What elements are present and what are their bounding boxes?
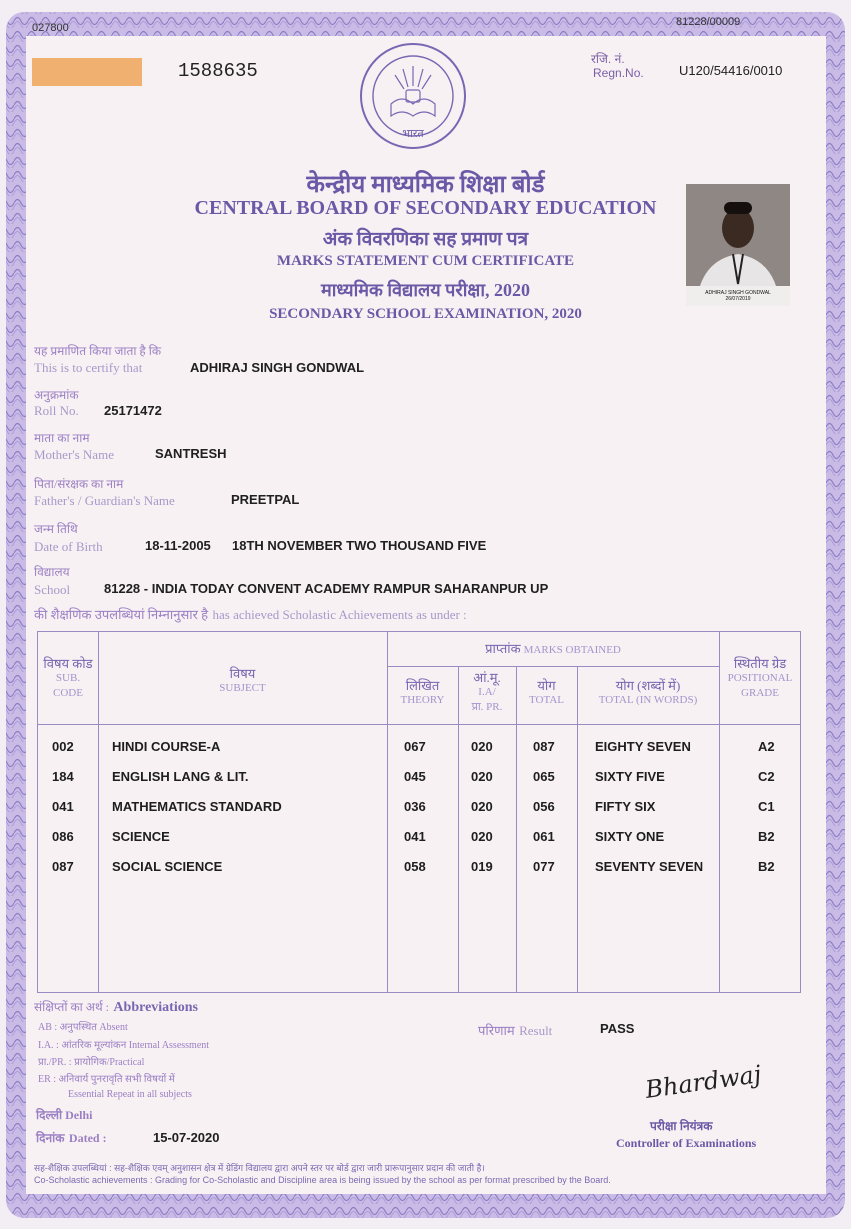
certify-label-hindi: यह प्रमाणित किया जाता है कि	[34, 344, 162, 358]
row-2-grade: C2	[758, 769, 775, 784]
achievements-intro-hindi: की शैक्षणिक उपलब्धियां निम्नानुसार है	[34, 607, 209, 622]
achievements-intro	[34, 605, 467, 624]
marks-table	[37, 631, 801, 993]
row-4-code: 086	[52, 829, 74, 844]
abbreviations-title: संक्षिप्तों का अर्थ : Abbreviations	[34, 1000, 198, 1015]
row-4-theory: 041	[404, 829, 426, 844]
row-4-subject: SCIENCE	[112, 829, 170, 844]
row-2-code: 184	[52, 769, 74, 784]
row-5-theory: 058	[404, 859, 426, 874]
header-subject: विषय SUBJECT	[219, 666, 266, 694]
footer-note: Co-Scholastic achievements : Grading for Co-Scholastic and Discipline area is being issued by the school as per format prescribed by the Board.	[34, 1175, 611, 1185]
dated-value: 15-07-2020	[153, 1130, 220, 1145]
row-1-code: 002	[52, 739, 74, 754]
controller-title-hindi: परीक्षा नियंत्रक	[650, 1119, 713, 1133]
row-2-subject: ENGLISH LANG & LIT.	[112, 769, 249, 784]
row-1-grade: A2	[758, 739, 775, 754]
board-title: CENTRAL BOARD OF SECONDARY EDUCATION	[194, 197, 657, 219]
header-theory: लिखित THEORY	[400, 678, 445, 706]
regn-label: Regn.No.	[593, 66, 644, 80]
top-left-code: 027800	[32, 22, 69, 34]
mother-label-hindi: माता का नाम	[34, 431, 90, 445]
father-label-hindi: पिता/संरक्षक का नाम	[34, 477, 124, 491]
header-total-in-words: योग (शब्दों में) TOTAL (IN WORDS)	[598, 678, 698, 706]
school-name: 81228 - INDIA TODAY CONVENT ACADEMY RAMPUR SAHARANPUR UP	[104, 581, 549, 596]
photo-caption-name: ADHIRAJ SINGH GONDWAL	[705, 290, 771, 296]
orange-sticker	[32, 58, 142, 86]
row-3-total: 056	[533, 799, 555, 814]
row-3-words: FIFTY SIX	[595, 799, 656, 814]
footer-note-hindi: सह-शैक्षिक उपलब्धियां : सह-शैक्षिक एवम् अनुशासन क्षेत्र में ग्रेडिंग विद्यालय द्वारा अपने स्तर पर बोर्ड द्वारा जारी प्रारूपानुसार प्रदान की जाती है।	[34, 1163, 485, 1173]
student-name: ADHIRAJ SINGH GONDWAL	[190, 360, 365, 375]
row-3-theory: 036	[404, 799, 426, 814]
roll-number: 25171472	[104, 403, 162, 418]
certificate-title-hindi: अंक विवरणिका सह प्रमाण पत्र	[322, 229, 529, 250]
certify-label: This is to certify that	[34, 360, 143, 375]
place: दिल्ली Delhi	[36, 1108, 93, 1122]
father-label: Father's / Guardian's Name	[34, 493, 175, 508]
row-4-ia: 020	[471, 829, 493, 844]
dob-words: 18TH NOVEMBER TWO THOUSAND FIVE	[232, 538, 487, 553]
abbrev-practical: प्रा./PR. : प्रायोगिक/Practical	[38, 1057, 145, 1068]
row-2-words: SIXTY FIVE	[595, 769, 665, 784]
dob-label-hindi: जन्म तिथि	[34, 522, 78, 536]
row-2-total: 065	[533, 769, 555, 784]
abbrev-absent: AB : अनुपस्थित Absent	[38, 1022, 128, 1033]
header-internal-assessment: आं.मू. I.A/ प्रा. PR.	[471, 670, 503, 713]
roll-label-hindi: अनुक्रमांक	[34, 388, 79, 402]
father-name: PREETPAL	[231, 492, 300, 507]
header-sub-code: विषय कोड SUB. CODE	[43, 656, 93, 699]
controller-title: Controller of Examinations	[616, 1136, 757, 1150]
svg-text:भारत: भारत	[402, 128, 424, 140]
row-4-total: 061	[533, 829, 555, 844]
abbrev-essential-repeat: ER : अनिवार्य पुनरावृति सभी विषयों में	[38, 1074, 175, 1085]
row-2-ia: 020	[471, 769, 493, 784]
row-3-code: 041	[52, 799, 74, 814]
school-label: School	[34, 582, 71, 597]
row-4-words: SIXTY ONE	[595, 829, 665, 844]
header-positional-grade: स्थितीय ग्रेड POSITIONAL GRADE	[727, 656, 793, 699]
exam-title: SECONDARY SCHOOL EXAMINATION, 2020	[269, 306, 582, 322]
row-5-code: 087	[52, 859, 74, 874]
dob-value: 18-11-2005	[145, 538, 211, 553]
regn-label-hindi: रजि. नं.	[591, 52, 625, 66]
abbrev-essential-repeat-en: Essential Repeat in all subjects	[68, 1089, 192, 1100]
mother-label: Mother's Name	[34, 447, 114, 462]
abbrev-internal-assessment: I.A. : आंतरिक मूल्यांकन Internal Assessment	[38, 1040, 210, 1051]
serial-number: 1588635	[178, 60, 258, 82]
row-3-grade: C1	[758, 799, 775, 814]
achievements-intro-english: has achieved Scholastic Achievements as under :	[212, 607, 467, 622]
row-3-subject: MATHEMATICS STANDARD	[112, 799, 282, 814]
row-5-grade: B2	[758, 859, 775, 874]
row-5-total: 077	[533, 859, 555, 874]
certificate-title: MARKS STATEMENT CUM CERTIFICATE	[276, 253, 575, 269]
row-2-theory: 045	[404, 769, 426, 784]
row-1-words: EIGHTY SEVEN	[595, 739, 691, 754]
dob-label: Date of Birth	[34, 539, 103, 554]
header-marks-obtained: प्राप्तांक MARKS OBTAINED	[485, 641, 621, 656]
row-1-theory: 067	[404, 739, 426, 754]
cbse-emblem-icon	[358, 38, 468, 163]
header-total: योग TOTAL	[529, 678, 564, 706]
result-value: PASS	[600, 1021, 635, 1036]
row-1-ia: 020	[471, 739, 493, 754]
mother-name: SANTRESH	[155, 446, 227, 461]
row-1-total: 087	[533, 739, 555, 754]
row-5-subject: SOCIAL SCIENCE	[112, 859, 223, 874]
board-title-hindi: केन्द्रीय माध्यमिक शिक्षा बोर्ड	[306, 172, 545, 198]
row-4-grade: B2	[758, 829, 775, 844]
row-5-words: SEVENTY SEVEN	[595, 859, 704, 874]
row-1-subject: HINDI COURSE-A	[112, 739, 221, 754]
photo-caption-date: 26/07/2019	[725, 296, 751, 302]
controller-signature: Bhardwaj	[643, 1060, 763, 1104]
row-3-ia: 020	[471, 799, 493, 814]
row-5-ia: 019	[471, 859, 493, 874]
top-right-code: 81228/00009	[676, 16, 741, 28]
dated-label: दिनांक Dated :	[36, 1131, 107, 1145]
roll-label: Roll No.	[34, 403, 79, 418]
regn-number: U120/54416/0010	[679, 63, 783, 78]
student-photo	[686, 184, 790, 306]
school-label-hindi: विद्यालय	[34, 565, 70, 579]
result-label: परिणाम Result	[478, 1023, 553, 1038]
exam-title-hindi: माध्यमिक विद्यालय परीक्षा, 2020	[320, 280, 530, 300]
